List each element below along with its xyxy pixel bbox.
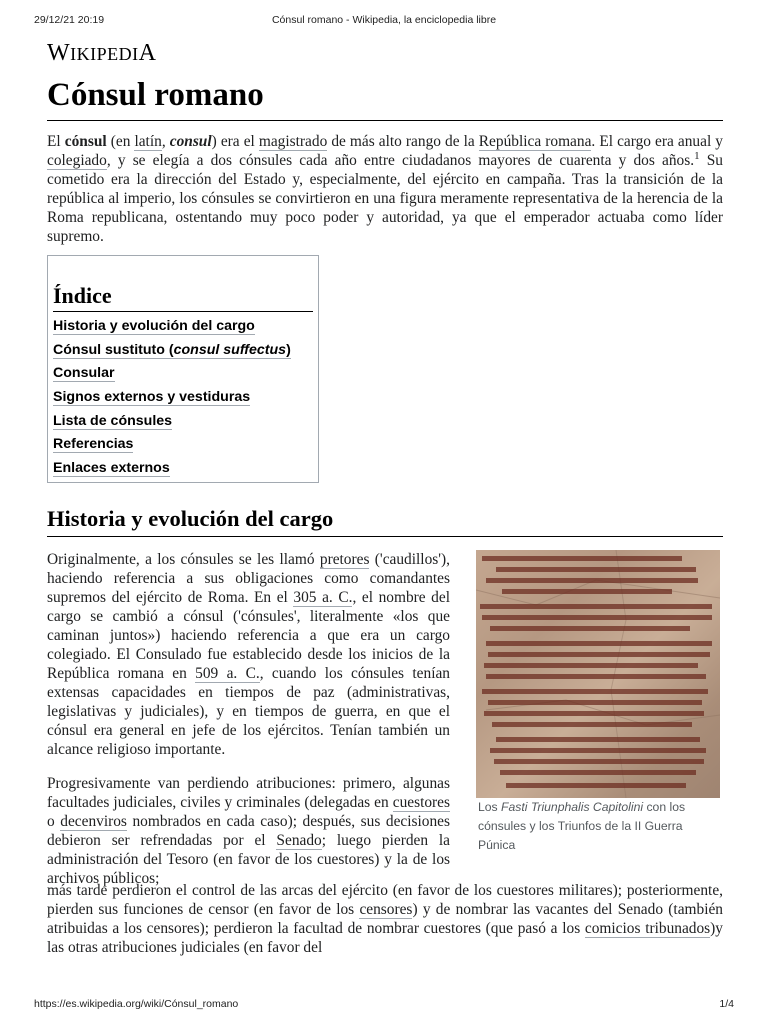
print-url: https://es.wikipedia.org/wiki/Cónsul_romano <box>34 998 239 1010</box>
section-paragraph-continued: más tarde perdieron el control de las arcas del ejército (en favor de los cuestores militares); posteriormente, pierden sus funciones de censor (en favor de los censores) y de nombrar las vacantes del Senado (también atribuidas a los censores); perdieron la facultad de nombrar cuestores (que pasó a los comicios tribunados)y las otras atribuciones judiciales (en favor del <box>47 882 724 956</box>
toc-item[interactable]: Cónsul sustituto (consul suffectus) <box>53 341 291 358</box>
inscription-image[interactable] <box>476 550 720 798</box>
link-509-ac[interactable]: 509 a. C. <box>195 665 260 682</box>
toc-item[interactable]: Lista de cónsules <box>53 412 173 429</box>
toc-item[interactable]: Signos externos y vestiduras <box>53 389 251 406</box>
toc-item[interactable]: Historia y evolución del cargo <box>53 318 255 334</box>
link-colegiado[interactable]: colegiado <box>47 152 107 169</box>
intro-paragraph: El cónsul (en latín, consul) era el magistrado de más alto rango de la República romana. El cargo era anual y colegiado, y se elegía a dos cónsules cada año entre ciudadanos mayores de cuarenta y dos años.$^1$ Su cometido era la dirección del Estado y, especialmente, del ejército en campaña. Tras la transición de la república al imperio, los cónsules se convirtieron en una figura meramente representativa de la herencia de la Roma republicana, ostentando muy poco poder y autoridad, ya que el emperador actuaba como líder supremo. <box>47 133 723 245</box>
section-paragraph: Progresivamente van perdiendo atribuciones: primero, algunas facultades judiciales, civiles y criminales (delegadas en cuestores o decenviros nombrados en cada caso); después, sus decisiones debieron ser refrendadas por el Senado; luego pierden la administración del Tesoro (en favor de los cuestores) y la de los archivos públicos; <box>47 775 450 887</box>
logo-letter: A <box>138 40 157 66</box>
link-pretores[interactable]: pretores <box>319 551 370 568</box>
print-footer <box>34 998 734 1012</box>
page-number: 1/4 <box>719 998 734 1010</box>
term-latin: consul <box>169 133 212 150</box>
toc-title: Índice <box>53 283 313 312</box>
toc-item[interactable]: Consular <box>53 365 115 382</box>
section-paragraph: Originalmente, a los cónsules se les llamó pretores ('caudillos'), haciendo referencia a sus obligaciones como comandantes supremos del ejército de Roma. En el 305 a. C., el nombre del cargo se cambió a cónsul ('cónsules', literalmente «los que caminan juntos») haciendo referencia a que era un cargo colegiado. El Consulado fue establecido desde los inicios de la República romana en 509 a. C., cuando los cónsules tenían extensas capacidades en tiempos de paz (administrativas, legislativas y judiciales), y en tiempos de guerra, en que el cónsul era general en jefe de los ejércitos. Tenían también un alcance religioso importante. <box>47 551 451 758</box>
reference-1[interactable]: 1 <box>694 149 700 162</box>
toc-list <box>53 315 313 481</box>
link-magistrado[interactable]: magistrado <box>258 133 328 150</box>
toc-item[interactable]: Referencias <box>53 436 134 453</box>
link-comicios-tribunados[interactable]: comicios tribunados <box>584 920 711 937</box>
section-heading-historia: Historia y evolución del cargo <box>47 505 723 537</box>
link-censores[interactable]: censores <box>359 901 413 918</box>
figure-caption: Los Fasti Triunphalis Capitolini con los cónsules y los Triunfos de la II Guerra Púnica <box>478 800 686 852</box>
term-bold: cónsul <box>64 133 107 150</box>
logo-letter: W <box>47 40 71 66</box>
print-header <box>34 14 734 28</box>
link-cuestores[interactable]: cuestores <box>392 794 450 811</box>
link-republica-romana[interactable]: República romana <box>478 133 592 150</box>
link-latin[interactable]: latín <box>134 133 162 150</box>
link-decenviros[interactable]: decenviros <box>60 813 127 830</box>
stone-inscription-graphic <box>476 550 720 798</box>
toc-item[interactable]: Enlaces externos <box>53 460 170 477</box>
wikipedia-logo[interactable] <box>47 40 157 67</box>
print-page-title: Cónsul romano - Wikipedia, la enciclopedia libre <box>271 14 497 26</box>
page-title: Cónsul romano <box>47 74 723 121</box>
logo-letters: IKIPEDI <box>70 44 139 64</box>
figure-fasti <box>476 550 720 855</box>
link-305-ac[interactable]: 305 a. C. <box>293 589 353 606</box>
print-date: 29/12/21 20:19 <box>34 14 105 26</box>
link-senado[interactable]: Senado <box>276 832 322 849</box>
table-of-contents <box>47 255 319 483</box>
